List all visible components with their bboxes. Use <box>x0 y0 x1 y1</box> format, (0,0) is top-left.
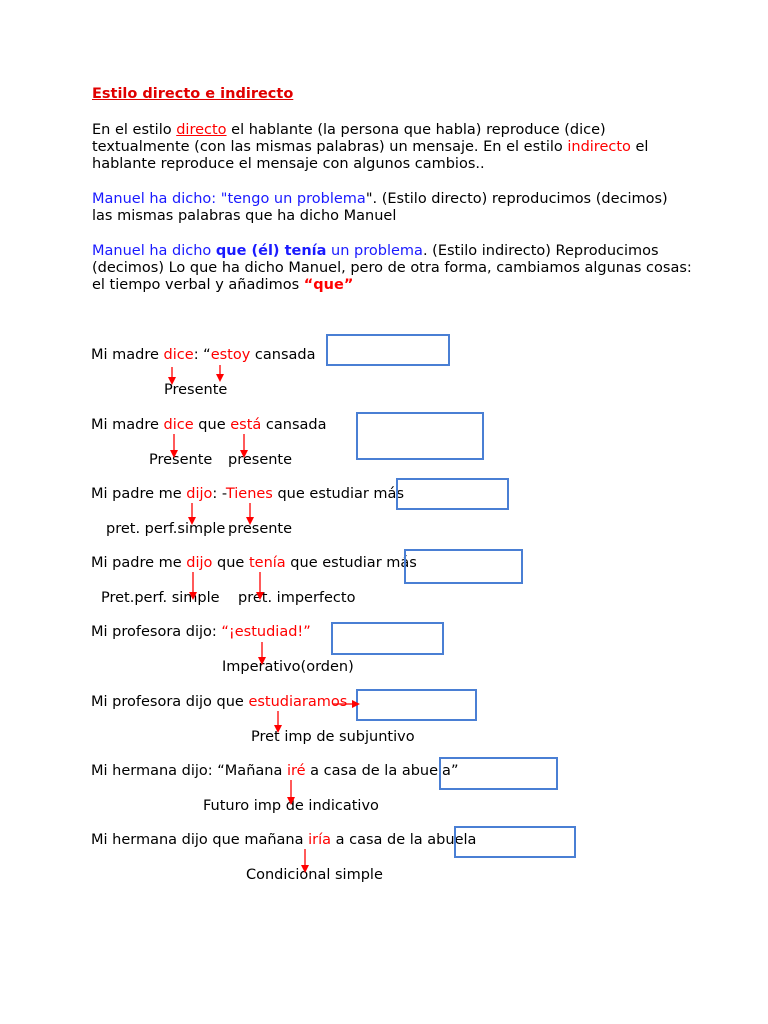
tense-label: Condicional simple <box>246 867 383 883</box>
tense-label: Pret.perf. simple <box>101 590 220 606</box>
sentence-8: Mi hermana dijo que mañana iría a casa de la abuela <box>91 832 477 848</box>
word-que: “que” <box>303 277 354 293</box>
tense-label: Imperativo(orden) <box>222 659 354 675</box>
word-indirecto: indirecto <box>567 139 631 155</box>
sentence-4: Mi padre me dijo que tenía que estudiar más <box>91 555 417 571</box>
sentence-2: Mi madre dice que está cansada <box>91 417 327 433</box>
intro-paragraph: En el estilo directo el hablante (la persona que habla) reproduce (dice) textualmente (con las mismas palabras) un mensaje. En el estilo indirecto el hablante reproduce el mensaje con algunos cambios.. <box>92 122 649 172</box>
tense-label: pret. imperfecto <box>238 590 356 606</box>
sentence-5: Mi profesora dijo: “¡estudiad!” <box>91 624 311 640</box>
tense-label: presente <box>228 452 293 468</box>
tense-label: Futuro imp de indicativo <box>203 798 379 814</box>
sentence-3: Mi padre me dijo: -Tienes que estudiar más <box>91 486 404 502</box>
tense-label: Presente <box>164 382 228 398</box>
tense-label: Presente <box>149 452 213 468</box>
tense-label: presente <box>228 521 293 537</box>
example-direct-paragraph: Manuel ha dicho: "tengo un problema". (Estilo directo) reproducimos (decimos) las mismas palabras que ha dicho Manuel <box>92 191 668 224</box>
sentence-6: Mi profesora dijo que estudiaramos <box>91 694 348 710</box>
tense-label: Pret imp de subjuntivo <box>251 729 415 745</box>
page-title: Estilo directo e indirecto <box>92 86 294 102</box>
sentence-7: Mi hermana dijo: “Mañana iré a casa de la abuela” <box>91 763 459 779</box>
word-directo: directo <box>176 122 227 138</box>
sentence-1: Mi madre dice: “estoy cansada <box>91 347 316 363</box>
example-indirect-paragraph: Manuel ha dicho que (él) tenía un problema. (Estilo indirecto) Reproducimos (decimos) Lo que ha dicho Manuel, pero de otra forma, cambiamos algunas cosas: el tiempo verbal y añadimos “que” <box>92 243 692 293</box>
tense-label: pret. perf.simple <box>106 521 226 537</box>
